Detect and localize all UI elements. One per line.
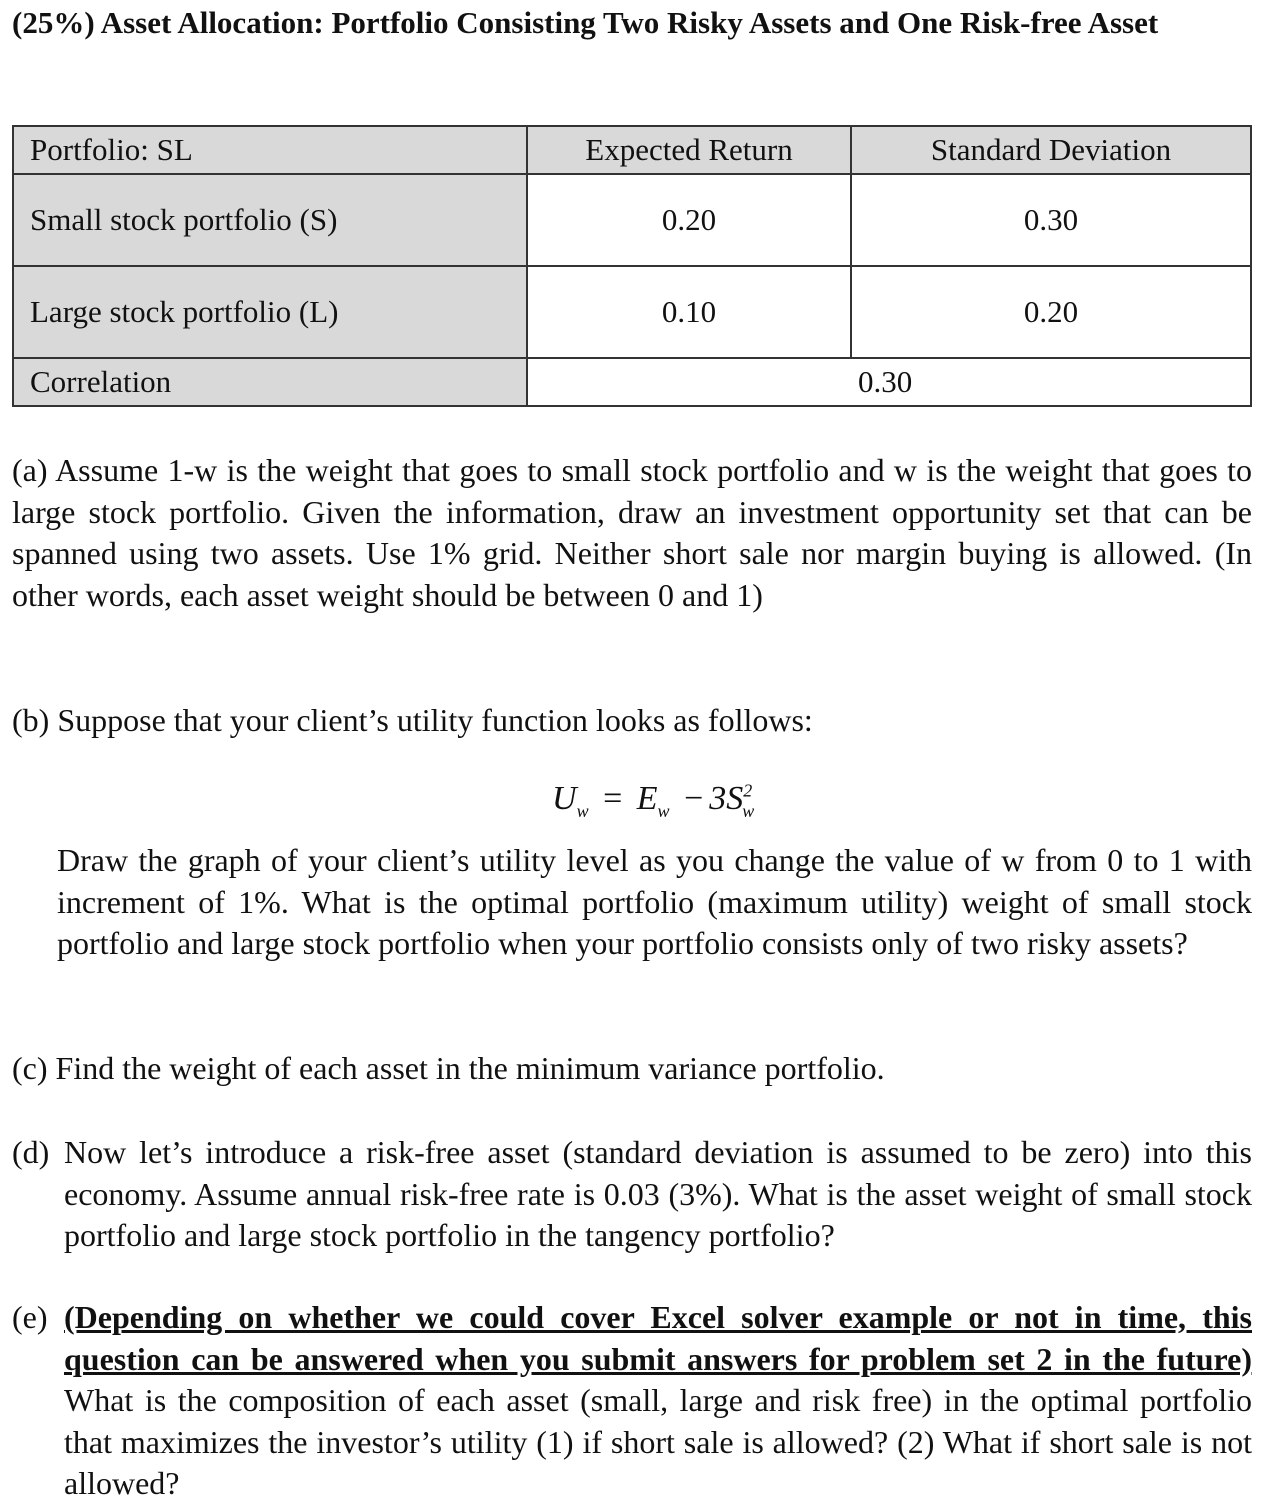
table-row: [13, 174, 1251, 266]
question-e: [12, 1297, 1252, 1505]
formula-e: E: [636, 780, 658, 817]
correlation-row: [13, 358, 1251, 406]
large-std-dev: 0.20: [851, 266, 1251, 358]
question-e-body: [64, 1297, 1252, 1505]
formula-sub-w2: w: [657, 800, 670, 821]
question-b-text: Draw the graph of your client’s utility level as you change the value of w from 0 to 1 with increment of 1%. What is the optimal portfolio (maximum utility) weight of small stock portfolio and large stock portfolio when your portfolio consists only of two risky assets?: [57, 842, 1252, 961]
question-d: [12, 1132, 1252, 1257]
header-portfolio: Portfolio: SL: [13, 126, 527, 174]
problem-title: (25%) Asset Allocation: Portfolio Consisting Two Risky Assets and One Risk-free Asset: [12, 5, 1159, 40]
asset-table: [12, 125, 1252, 407]
question-d-text: Now let’s introduce a risk-free asset (standard deviation is assumed to be zero) into this economy. Assume annual risk-free rate is 0.03 (3%). What is the asset weight of small stock portfolio and large stock portfolio in the tangency portfolio?: [64, 1134, 1252, 1253]
row-label-small: Small stock portfolio (S): [13, 174, 527, 266]
question-d-label: (d): [12, 1134, 50, 1170]
formula-equals: =: [603, 780, 623, 817]
question-b-intro: (b) Suppose that your client’s utility function looks as follows:: [12, 702, 813, 738]
utility-formula: [552, 780, 754, 822]
table-header-row: [13, 126, 1251, 174]
formula-minus: −: [684, 780, 704, 817]
question-e-text: What is the composition of each asset (small, large and risk free) in the optimal portfolio that maximizes the investor’s utility (1) if short sale is allowed? (2) What if short sale is not allowed?: [64, 1382, 1252, 1501]
small-expected-return: 0.20: [527, 174, 851, 266]
formula-sub-w3: w: [742, 800, 755, 821]
header-expected-return: Expected Return: [527, 126, 851, 174]
question-a: (a) Assume 1-w is the weight that goes to small stock portfolio and w is the weight that goes to large stock portfolio. Given the information, draw an investment opportunity set that can be spanned using two assets. Use 1% grid. Neither short sale nor margin buying is allowed. (In other words, each asset weight should be between 0 and 1): [12, 452, 1252, 613]
formula-sup-2: 2: [743, 780, 753, 801]
table-row: [13, 266, 1251, 358]
formula-u: U: [552, 780, 577, 817]
row-label-large: Large stock portfolio (L): [13, 266, 527, 358]
correlation-label: Correlation: [13, 358, 527, 406]
correlation-value: 0.30: [527, 358, 1251, 406]
question-e-label: (e): [12, 1299, 48, 1335]
large-expected-return: 0.10: [527, 266, 851, 358]
formula-sub-w1: w: [576, 800, 589, 821]
question-c: (c) Find the weight of each asset in the minimum variance portfolio.: [12, 1050, 885, 1086]
formula-3s: 3S: [709, 780, 744, 817]
small-std-dev: 0.30: [851, 174, 1251, 266]
question-e-bold-note: (Depending on whether we could cover Excel solver example or not in time, this question can be answered when you submit answers for problem set 2 in the future): [64, 1299, 1252, 1377]
document-page: [12, 0, 1252, 1501]
header-standard-deviation: Standard Deviation: [851, 126, 1251, 174]
